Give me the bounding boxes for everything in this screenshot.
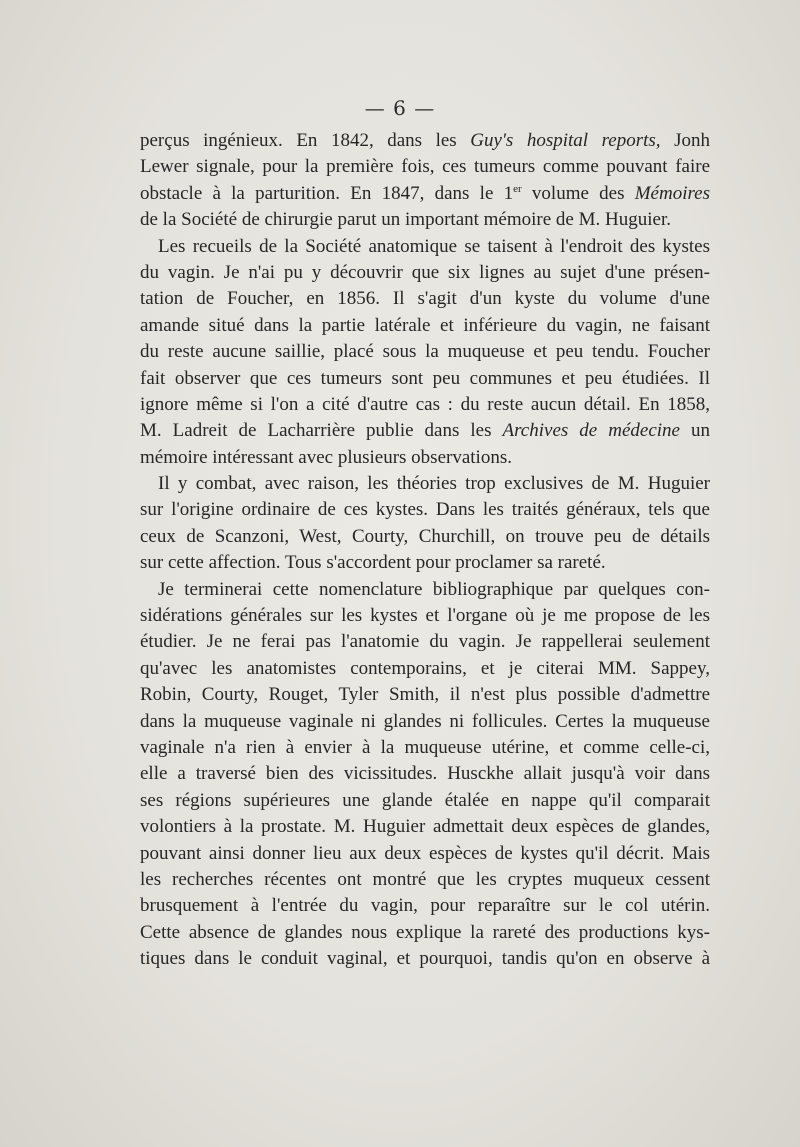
text-line: M. Ladreit de Lacharrière publie dans les Archives de médecine un [140,420,711,442]
text-line: pouvant ainsi donner lieu aux deux espèces de kystes qu'il décrit. Mais [140,842,710,864]
text-line: vaginale n'a rien à envier à la muqueuse utérine, et comme celle-ci, [140,736,710,758]
text-line: sur l'origine ordinaire de ces kystes. Dans les traités généraux, tels que [140,499,710,521]
text-line: les recherches récentes ont montré que les cryptes muqueux cessent [140,868,710,890]
text-line: ignore même si l'on a cité d'autre cas : du reste aucun détail. En 1858, [140,393,710,415]
text-line: ses régions supérieures une glande étalée en nappe qu'il comparait [140,789,710,811]
text-line: mémoire intéressant avec plusieurs observations. [140,446,512,468]
text-line: Lewer signale, pour la première fois, ces tumeurs comme pouvant faire [140,156,710,178]
text-line: Robin, Courty, Rouget, Tyler Smith, il n'est plus possible d'admettre [140,684,710,706]
text-line: obstacle à la parturition. En 1847, dans le 1er volume des Mémoires [140,182,710,204]
text-line: brusquement à l'entrée du vagin, pour reparaître sur le col utérin. [140,895,710,917]
text-line: qu'avec les anatomistes contemporains, et je citerai MM. Sappey, [140,657,710,679]
text-line: ceux de Scanzoni, West, Courty, Churchill, on trouve peu de détails [140,525,710,547]
text-line: de la Société de chirurgie parut un important mémoire de M. Huguier. [140,209,671,231]
text-line: elle a traversé bien des vicissitudes. Husckhe allait jusqu'à voir dans [140,763,710,785]
text-line: sidérations générales sur les kystes et l'organe où je me propose de les [140,605,710,627]
text-line: dans la muqueuse vaginale ni glandes ni follicules. Certes la muqueuse [140,710,710,732]
text-line: étudier. Je ne ferai pas l'anatomie du vagin. Je rappellerai seulement [140,631,710,653]
text-line: fait observer que ces tumeurs sont peu communes et peu étudiées. Il [140,367,710,389]
page-number: — 6 — [364,96,436,120]
text-line: volontiers à la prostate. M. Huguier admettait deux espèces de glandes, [140,816,710,838]
text-line: Il y combat, avec raison, les théories trop exclusives de M. Huguier [158,473,710,495]
text-line: du reste aucune saillie, placé sous la muqueuse et peu tendu. Foucher [140,341,710,363]
text-line: Cette absence de glandes nous explique la rareté des productions kys- [140,921,710,943]
text-line: tation de Foucher, en 1856. Il s'agit d'un kyste du volume d'une [140,288,710,310]
text-line: Les recueils de la Société anatomique se taisent à l'endroit des kystes [158,235,710,257]
text-line: du vagin. Je n'ai pu y découvrir que six lignes au sujet d'une présen- [140,261,710,283]
text-line: tiques dans le conduit vaginal, et pourquoi, tandis qu'on en observe à [140,948,710,970]
text-line: perçus ingénieux. En 1842, dans les Guy's hospital reports, Jonh [140,130,710,151]
text-line: Je terminerai cette nomenclature bibliographique par quelques con- [158,578,710,600]
body-text [140,128,710,973]
text-line: sur cette affection. Tous s'accordent pour proclamer sa rareté. [140,552,606,574]
text-line: amande situé dans la partie latérale et inférieure du vagin, ne faisant [140,314,710,336]
